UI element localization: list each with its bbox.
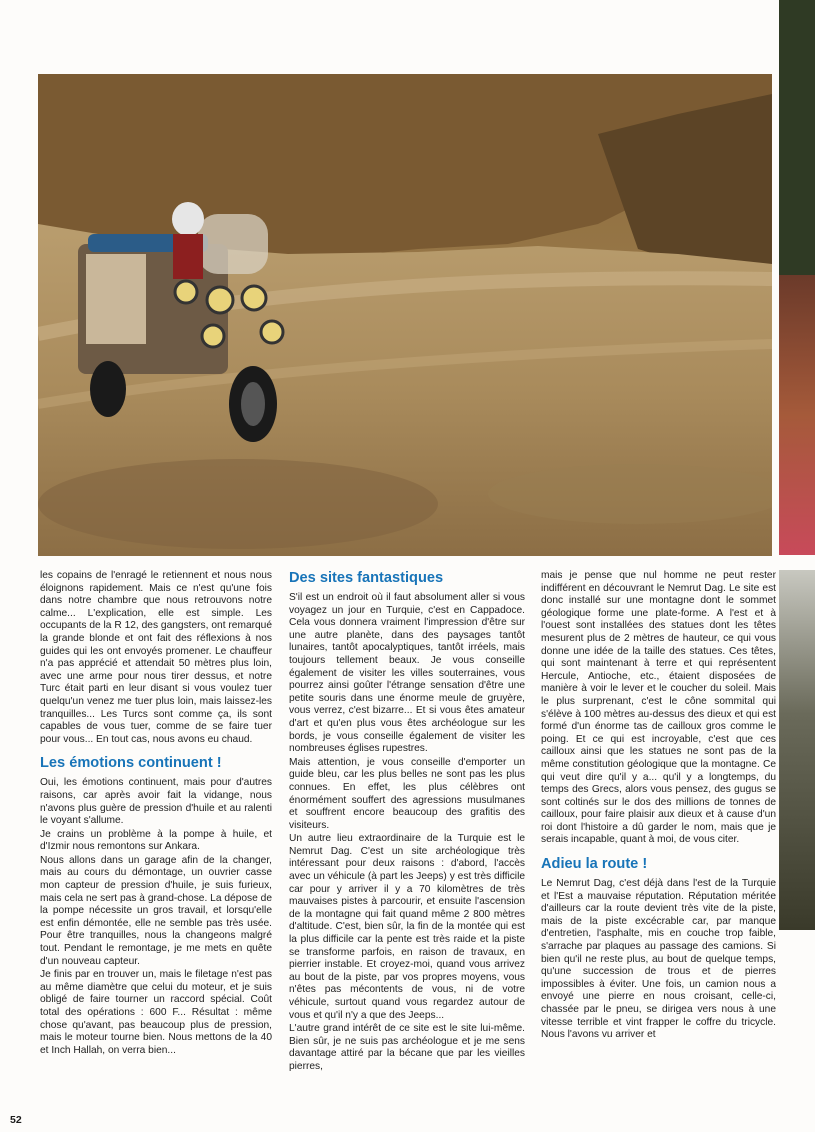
paragraph: mais je pense que nul homme ne peut rester indifférent en découvrant le Nemrut Dag. Le site est donc installé sur une montagne dont le sommet géologique forme une plate-forme. A l'est et à l'ouest sont installées des statues dont les têtes mesurent plus de 2 mètres de hauteur, ce qui vous donne une idée de la taille des statues. Ces têtes, qui sont maintenant à terre et qui représentent Hercule, Antioche, etc., étaient disposées de manière à voir le lever et le coucher du soleil. Mais le plus surprenant, c'est le cône sommital qui s'élève à 100 mètres au-dessus des dieux et qui est formé d'un énorme tas de cailloux gros comme le poing. Et ce qui est incroyable, c'est que ces cailloux ainsi que les statues ne sont pas de la même constitution géologique que la montagne. Ce qui veut dire qu'il y a... qu'il y a longtemps, du temps des Grecs, alors vous pensez, des gugus se sont coltinés sur le dos des millions de tonnes de cailloux, pour faire plaisir aux dieux et à cause d'un roi dont l'histoire a dû garder le nom, mais que je serais incapable, quant à moi, de vous citer.	[541, 570, 776, 846]
paragraph: L'autre grand intérêt de ce site est le site lui-même. Bien sûr, je ne suis pas archéologue et je me sens davantage attiré par la bécane que par les vieilles pierres,	[289, 1023, 525, 1072]
paragraph: Mais attention, je vous conseille d'emporter un guide bleu, car les plus belles ne sont pas les plus connues. En effet, les plus célèbres ont énormément souffert des agressions musulmanes et souffrent encore beaucoup des grafitis des visiteurs.	[289, 756, 525, 831]
edge-photo-bottom	[779, 570, 815, 930]
paragraph: Un autre lieu extraordinaire de la Turquie est le Nemrut Dag. C'est un site archéologique très intéressant pour deux raisons : d'abord, l'accès avec un véhicule (à part les Jeeps) y est très difficile car pour y arriver il y a 70 kilomètres de très mauvaises pistes à parcourir, et ensuite l'ascension de la montagne qui fait quand même 2 800 mètres d'altitude. C'est, bien sûr, la fin de la montée qui est la plus difficile car la pente est très raide et la piste se transforme parfois, en raison de travaux, en pierrier instable. Et croyez-moi, quand vous arrivez au bout de la piste, par vos propres moyens, vous n'êtes pas mécontents de vous, ni de votre véhicule, surtout quand vous regardez autour de vous et qu'il n'y a que des Jeeps...	[289, 833, 525, 1021]
section-heading: Adieu la route !	[541, 856, 648, 873]
paragraph: Le Nemrut Dag, c'est déjà dans l'est de la Turquie et l'Est a mauvaise réputation. Réputation méritée d'ailleurs car la route devient très vite de la piste, mais de la piste excécrable car, par manque d'entretien, l'asphalte, mis en couche trop faible, s'arrache par plaques au passage des camions. Si bien qu'il ne reste plus, au bout de quelque temps, qu'une succession de trous et de pierres impossibles à éviter. Une fois, un camion nous a envoyé une pierre en nous croisant, celle-ci, chassée par le pneu, se dirigea vers nous à une vitesse terrible et vint frapper le coffre du tricycle. Nous l'avons vu arriver et	[541, 878, 776, 1041]
column-right	[541, 570, 776, 1043]
column-left	[40, 570, 272, 1058]
edge-photo-top	[779, 0, 815, 275]
main-photo	[38, 74, 772, 556]
paragraph: Je finis par en trouver un, mais le filetage n'est pas au même diamètre que celui du moteur, et je suis obligé de faire tourner un raccord spécial. Coût total des opérations : 600 F... Résultat : même chose qu'avant, pas beaucoup plus de pression, mais le moteur tourne bien. Nous mettons de la 40 et Inch Hallah, on verra bien...	[40, 969, 272, 1056]
paragraph: S'il est un endroit où il faut absolument aller si vous voyagez un jour en Turquie, c'est en Cappadoce. Cela vous donnera vraiment l'impression d'être sur une autre planète, dans des paysages tantôt lunaires, tantôt apocalyptiques, tantôt irréels, mais toujours tellement beaux. Je vous conseille également de visiter les villes souterraines, vous pourrez ainsi goûter l'étrange sensation d'être une petite souris dans une énorme meule de gruyère, vous verrez, c'est bizarre... Et si vous êtes amateur d'art et qu'en plus vous êtes archéologue sur les bords, je vous conseille également de visiter les nombreuses églises rupestres.	[289, 592, 525, 755]
paragraph: Je crains un problème à la pompe à huile, et d'Izmir nous remontons sur Ankara.	[40, 828, 272, 853]
edge-photo-middle	[779, 275, 815, 555]
page-number: 52	[10, 1114, 22, 1126]
mountain-road-illustration	[38, 74, 772, 556]
section-heading: Les émotions continuent !	[40, 755, 222, 772]
section-heading: Des sites fantastiques	[289, 570, 444, 586]
paragraph: Nous allons dans un garage afin de la changer, mais au cours du démontage, un ouvrier casse mon capteur de pression d'huile, je suis furieux, mais cela ne sert pas à grand-chose. La dépose de la pompe nécessite un gros travail, et lorsqu'elle est enfin démontée, elle ne semble pas très usée. Pour être tranquilles, nous la changeons malgré tout. Pendant le remontage, je me mets en quête d'un nouveau capteur.	[40, 854, 272, 967]
paragraph: Oui, les émotions continuent, mais pour d'autres raisons, car après avoir fait la vidange, nous n'avons plus guère de pression d'huile et au ralenti le voyant s'allume.	[40, 777, 272, 827]
paragraph: les copains de l'enragé le retiennent et nous nous éloignons rapidement. Mais ce n'est qu'une fois dans notre chambre que nous retrouvons notre calme... L'explication, elle est simple. Les occupants de la R 12, des gangsters, ont remarqué la grande blonde et ont fait des réflexions à nos guides qui les ont envoyés promener. Le chauffeur n'a pas apprécié et attendait 50 mètres plus loin, avec une arme pour nous tirer dessus, et notre Turc était parti en leur disant si vous voulez tuer quelqu'un venez me tuer plus loin, mais laissez-les tranquilles... Les Turcs sont comme ça, ils sont capables de vous tuer, comme de se faire tuer pour vous... En tout cas, nous avons eu chaud.	[40, 570, 272, 745]
column-middle	[289, 570, 525, 1075]
